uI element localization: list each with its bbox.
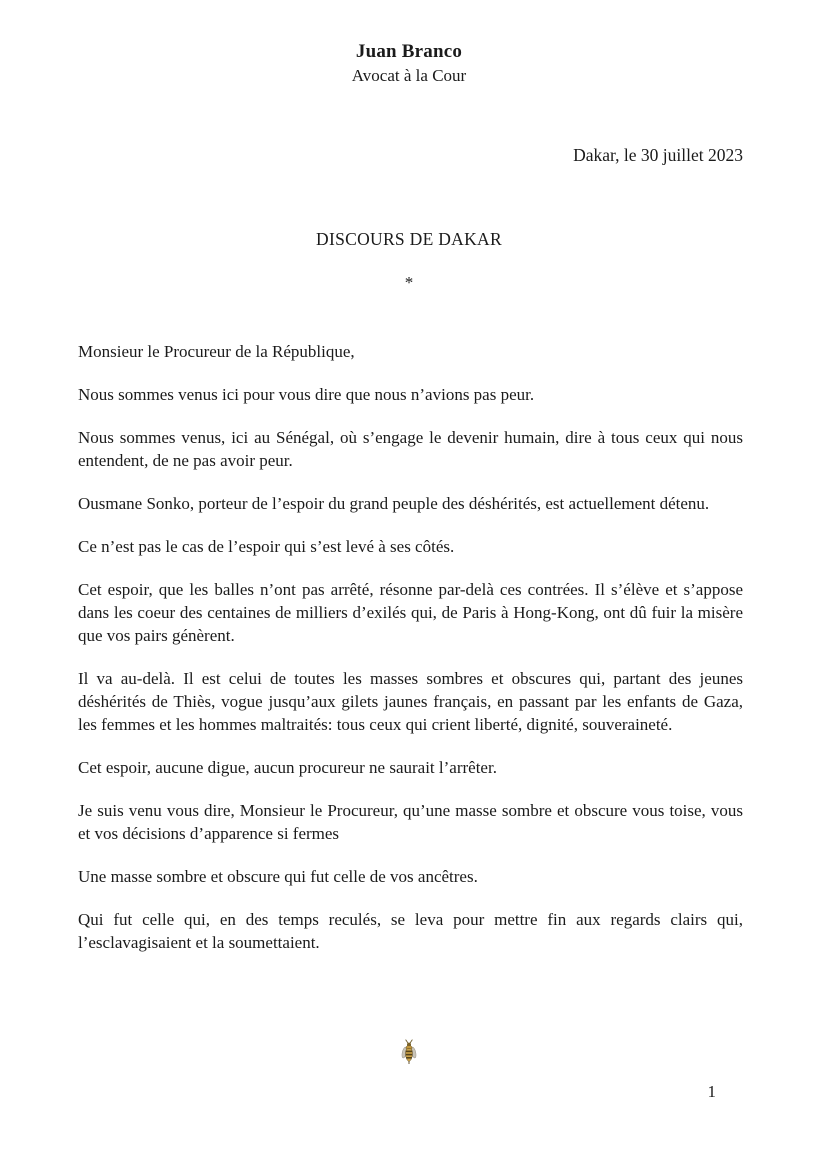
paragraph: Ousmane Sonko, porteur de l’espoir du grand peuple des déshérités, est actuellement détenu. (78, 494, 710, 513)
section-separator: * (404, 273, 414, 292)
author-role: Avocat à la Cour (351, 66, 467, 85)
paragraph: Il va au-delà. Il est celui de toutes les masses sombres et obscures qui, partant des jeunes déshérités de Thiès, vogue jusqu’aux gilets jaunes français, en passant par les enfants de Gaza, les femmes et les hommes maltraités: tous ceux qui crient liberté, dignité, souveraineté. (78, 669, 743, 734)
paragraph: Nous sommes venus ici pour vous dire que nous n’avions pas peur. (78, 385, 535, 404)
dateline: Dakar, le 30 juillet 2023 (573, 145, 743, 165)
paragraph: Qui fut celle qui, en des temps reculés, se leva pour mettre fin aux regards clairs qui, l’esclavagisaient et la soumettaient. (78, 910, 743, 952)
bee-icon (400, 1038, 418, 1065)
paragraph: Je suis venu vous dire, Monsieur le Procureur, qu’une masse sombre et obscure vous toise, vous et vos décisions d’apparence si fermes (78, 801, 743, 843)
paragraph: Cet espoir, que les balles n’ont pas arrêté, résonne par-delà ces contrées. Il s’élève et s’appose dans les coeur des centaines de milliers d’exilés qui, de Paris à Hong-Kong, ont dû fuir la misère que vos pairs génèrent. (78, 580, 743, 645)
letterhead (0, 0, 818, 87)
paragraph-salutation: Monsieur le Procureur de la République, (78, 342, 355, 361)
paragraph: Une masse sombre et obscure qui fut celle de vos ancêtres. (78, 867, 478, 886)
document-body (78, 340, 743, 954)
page-number: 1 (707, 1082, 716, 1101)
paragraph: Cet espoir, aucune digue, aucun procureur ne saurait l’arrêter. (78, 758, 497, 777)
paragraph: Ce n’est pas le cas de l’espoir qui s’est levé à ses côtés. (78, 537, 455, 556)
paragraph: Nous sommes venus, ici au Sénégal, où s’engage le devenir humain, dire à tous ceux qui nous entendent, de ne pas avoir peur. (78, 428, 743, 470)
document-title: DISCOURS DE DAKAR (316, 229, 502, 249)
author-name: Juan Branco (355, 41, 463, 62)
